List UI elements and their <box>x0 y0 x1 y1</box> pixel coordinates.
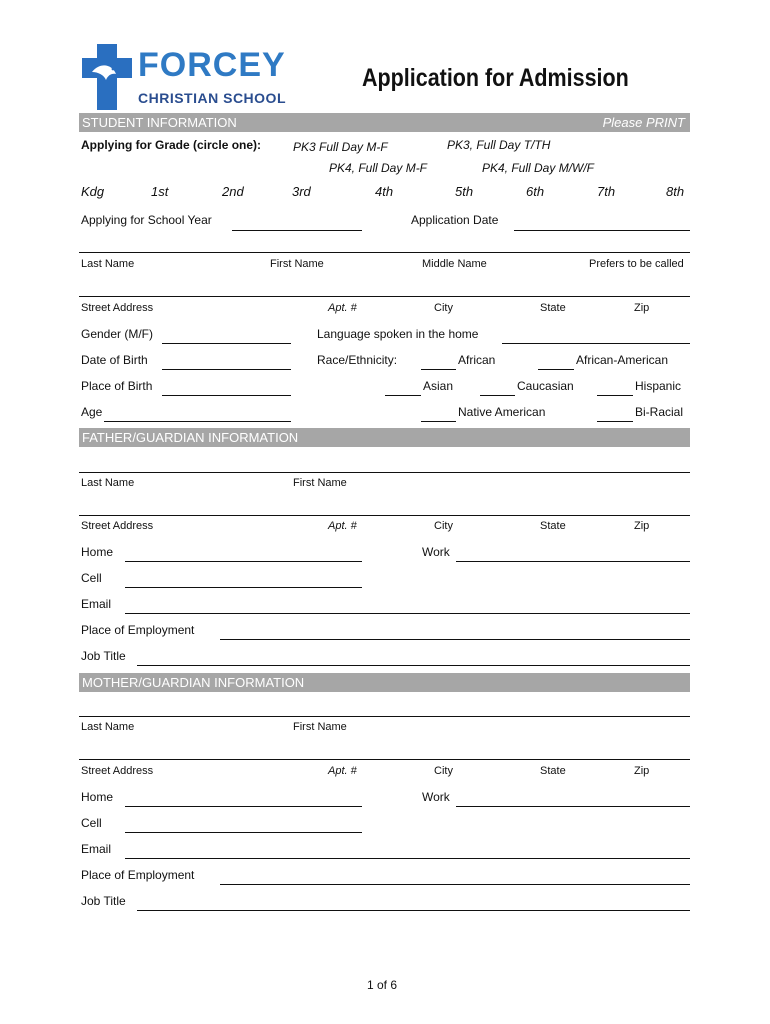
dob-field[interactable] <box>162 369 291 370</box>
race-african-american-label: African-American <box>576 353 669 367</box>
grade-1st[interactable]: 1st <box>151 184 169 199</box>
father-job-field[interactable] <box>137 665 690 666</box>
mother-work-field[interactable] <box>456 806 690 807</box>
father-city-label: City <box>434 520 453 532</box>
race-native-american-label: Native American <box>458 405 546 419</box>
grade-kdg[interactable]: Kdg <box>81 184 105 199</box>
race-hispanic-blank[interactable] <box>597 395 633 396</box>
father-email-label: Email <box>81 597 112 611</box>
mother-city-label: City <box>434 765 453 777</box>
language-field[interactable] <box>502 343 690 344</box>
logo-text-school: CHRISTIAN SCHOOL <box>138 90 286 106</box>
mother-section-header <box>79 673 690 692</box>
age-label: Age <box>81 405 103 419</box>
father-work-label: Work <box>422 545 450 559</box>
father-job-label: Job Title <box>81 649 126 663</box>
race-native-american-blank[interactable] <box>421 421 456 422</box>
race-asian-label: Asian <box>423 379 454 393</box>
student-state-label: State <box>540 302 566 314</box>
father-first-name-label: First Name <box>293 477 347 489</box>
page-title: Application for Admission <box>362 64 629 92</box>
race-caucasian-label: Caucasian <box>517 379 574 393</box>
father-zip-label: Zip <box>634 520 650 532</box>
father-section-header <box>79 428 690 447</box>
mother-state-label: State <box>540 765 566 777</box>
school-logo <box>82 44 312 110</box>
race-biracial-blank[interactable] <box>597 421 633 422</box>
logo-text-forcey: FORCEY <box>138 46 286 84</box>
grade-2nd[interactable]: 2nd <box>222 184 244 199</box>
father-address-field[interactable] <box>79 515 690 516</box>
race-african-american-blank[interactable] <box>538 369 574 370</box>
father-last-name-label: Last Name <box>81 477 135 489</box>
race-african-blank[interactable] <box>421 369 456 370</box>
grade-5th[interactable]: 5th <box>455 184 474 199</box>
race-biracial-label: Bi-Racial <box>635 405 684 419</box>
grade-option-pk3-mf[interactable]: PK3 Full Day M-F <box>293 140 388 154</box>
app-date-field[interactable] <box>514 230 690 231</box>
student-last-name-label: Last Name <box>81 258 135 270</box>
student-middle-name-label: Middle Name <box>422 258 487 270</box>
student-street-label: Street Address <box>81 302 154 314</box>
race-caucasian-blank[interactable] <box>480 395 515 396</box>
print-note: Please PRINT <box>602 115 685 130</box>
student-zip-label: Zip <box>634 302 650 314</box>
language-label: Language spoken in the home <box>317 327 479 341</box>
school-year-label: Applying for School Year <box>81 213 212 227</box>
mother-apt-label: Apt. # <box>328 765 357 777</box>
age-field[interactable] <box>104 421 291 422</box>
cross-dove-icon <box>82 44 134 110</box>
mother-employment-label: Place of Employment <box>81 868 195 882</box>
grade-6th[interactable]: 6th <box>526 184 545 199</box>
grade-option-pk4-mwf[interactable]: PK4, Full Day M/W/F <box>482 161 595 175</box>
gender-label: Gender (M/F) <box>81 327 154 341</box>
father-cell-field[interactable] <box>125 587 362 588</box>
father-employment-field[interactable] <box>220 639 690 640</box>
father-email-field[interactable] <box>125 613 690 614</box>
father-cell-label: Cell <box>81 571 102 585</box>
mother-street-label: Street Address <box>81 765 154 777</box>
father-state-label: State <box>540 520 566 532</box>
mother-work-label: Work <box>422 790 450 804</box>
app-date-label: Application Date <box>411 213 499 227</box>
mother-name-field[interactable] <box>79 716 690 717</box>
father-street-label: Street Address <box>81 520 154 532</box>
grade-4th[interactable]: 4th <box>375 184 394 199</box>
grade-8th[interactable]: 8th <box>666 184 685 199</box>
mother-first-name-label: First Name <box>293 721 347 733</box>
grade-option-pk4-mf[interactable]: PK4, Full Day M-F <box>329 161 428 175</box>
father-name-field[interactable] <box>79 472 690 473</box>
dob-label: Date of Birth <box>81 353 148 367</box>
mother-email-field[interactable] <box>125 858 690 859</box>
mother-cell-field[interactable] <box>125 832 362 833</box>
student-city-label: City <box>434 302 453 314</box>
school-year-field[interactable] <box>232 230 362 231</box>
student-name-field[interactable] <box>79 252 690 253</box>
student-address-field[interactable] <box>79 296 690 297</box>
race-asian-blank[interactable] <box>385 395 421 396</box>
father-home-field[interactable] <box>125 561 362 562</box>
student-first-name-label: First Name <box>270 258 324 270</box>
grade-7th[interactable]: 7th <box>597 184 616 199</box>
father-apt-label: Apt. # <box>328 520 357 532</box>
grade-option-pk3-tth[interactable]: PK3, Full Day T/TH <box>447 138 551 152</box>
race-hispanic-label: Hispanic <box>635 379 682 393</box>
mother-cell-label: Cell <box>81 816 102 830</box>
pob-label: Place of Birth <box>81 379 153 393</box>
mother-home-field[interactable] <box>125 806 362 807</box>
pob-field[interactable] <box>162 395 291 396</box>
father-work-field[interactable] <box>456 561 690 562</box>
mother-address-field[interactable] <box>79 759 690 760</box>
race-label: Race/Ethnicity: <box>317 353 398 367</box>
mother-job-field[interactable] <box>137 910 690 911</box>
gender-field[interactable] <box>162 343 291 344</box>
father-home-label: Home <box>81 545 114 559</box>
grade-label: Applying for Grade (circle one): <box>81 138 262 152</box>
father-employment-label: Place of Employment <box>81 623 195 637</box>
student-apt-label: Apt. # <box>328 302 357 314</box>
mother-zip-label: Zip <box>634 765 650 777</box>
mother-last-name-label: Last Name <box>81 721 135 733</box>
race-african-label: African <box>458 353 496 367</box>
mother-email-label: Email <box>81 842 112 856</box>
mother-employment-field[interactable] <box>220 884 690 885</box>
mother-home-label: Home <box>81 790 114 804</box>
mother-job-label: Job Title <box>81 894 126 908</box>
student-preferred-name-label: Prefers to be called <box>589 258 684 270</box>
student-section-header <box>79 113 690 132</box>
student-section-title: STUDENT INFORMATION <box>82 115 237 130</box>
father-section-title: FATHER/GUARDIAN INFORMATION <box>82 430 299 445</box>
grade-3rd[interactable]: 3rd <box>292 184 311 199</box>
page-number: 1 of 6 <box>367 978 398 992</box>
mother-section-title: MOTHER/GUARDIAN INFORMATION <box>82 675 305 690</box>
